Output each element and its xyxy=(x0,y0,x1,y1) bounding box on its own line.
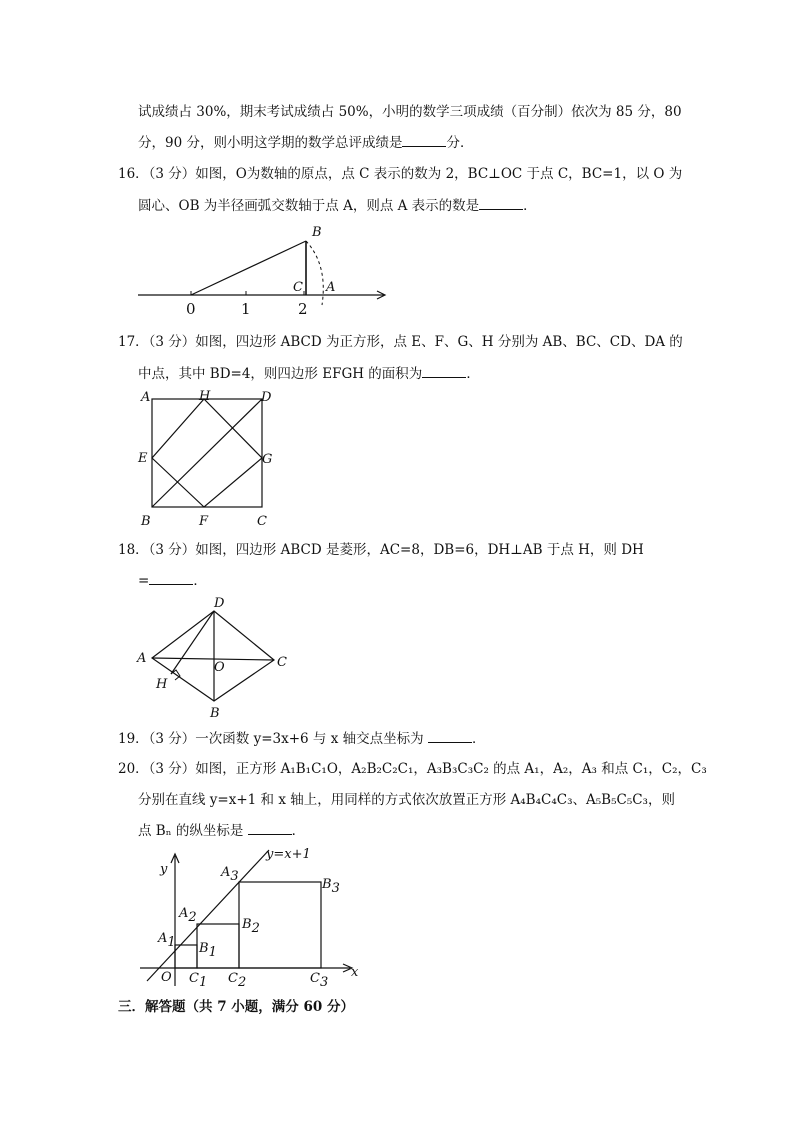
q15-line2 xyxy=(138,132,473,153)
tick-label-2: 2 xyxy=(298,300,308,318)
label-A: A xyxy=(141,390,151,405)
label-B1: B1 xyxy=(199,941,217,960)
q19-text: 19．（3 分）一次函数 y=3x+6 与 x 轴交点坐标为 xyxy=(118,731,424,747)
label-D: D xyxy=(261,390,272,405)
q17-line1: 17．（3 分）如图，四边形 ABCD 为正方形，点 E、F、G、H 分别为 AB、BC、CD、DA 的 xyxy=(118,334,683,350)
q19-text-after: ． xyxy=(471,731,486,747)
label-B: B xyxy=(210,706,220,721)
q17-line2 xyxy=(138,363,480,384)
q17-text: 中点，其中 BD=4，则四边形 EFGH 的面积为 xyxy=(138,366,423,382)
q18-text: = xyxy=(138,573,150,589)
square-1 xyxy=(175,945,197,968)
label-D: D xyxy=(214,596,225,611)
label-F: F xyxy=(199,514,209,529)
label-A: A xyxy=(326,280,336,295)
q15-text: 分，90 分，则小明这学期的数学总评成绩是 xyxy=(138,135,403,151)
answer-blank xyxy=(149,570,193,585)
answer-blank xyxy=(422,363,466,378)
diagonal-BD xyxy=(152,399,262,507)
q17-square-figure xyxy=(136,388,286,530)
segment-DH xyxy=(171,611,214,674)
label-E: E xyxy=(138,451,148,466)
label-B2: B2 xyxy=(242,917,260,936)
q18-line1: 18．（3 分）如图，四边形 ABCD 是菱形，AC=8，DB=6，DH⊥AB 于点 H，则 DH xyxy=(118,542,644,558)
q16-line1: 16．（3 分）如图，O为数轴的原点，点 C 表示的数为 2，BC⊥OC 于点 C，BC=1，以 O 为 xyxy=(118,166,683,182)
q20-line3 xyxy=(138,820,305,841)
tick-label-1: 1 xyxy=(241,300,251,318)
answer-blank xyxy=(479,195,523,210)
q16-number-line-figure xyxy=(136,225,396,320)
answer-blank xyxy=(428,728,472,743)
q16-line2 xyxy=(138,195,537,216)
label-C1: C1 xyxy=(189,971,208,990)
y-label: y xyxy=(160,862,168,877)
tick-label-0: 0 xyxy=(186,300,196,318)
q20-text-after: ． xyxy=(291,823,306,839)
q20-line1: 20．（3 分）如图，正方形 A₁B₁C₁O，A₂B₂C₂C₁，A₃B₃C₃C₂ 的点 A₁，A₂，A₃ 和点 C₁，C₂，C₃ xyxy=(118,761,707,777)
diagonal-AC xyxy=(152,658,274,660)
label-C: C xyxy=(277,655,287,670)
label-G: G xyxy=(262,452,273,467)
label-C: C xyxy=(293,280,303,295)
q17-text-after: ． xyxy=(466,366,480,382)
label-A: A xyxy=(137,651,147,666)
q15-line1: 试成绩占 30%，期末考试成绩占 50%，小明的数学三项成绩（百分制）依次为 85 分，80 xyxy=(138,104,682,120)
label-B: B xyxy=(141,514,151,529)
label-H: H xyxy=(156,677,168,692)
q20-text: 点 Bₙ 的纵坐标是 xyxy=(138,823,244,839)
label-C: C xyxy=(257,514,267,529)
label-B3: B3 xyxy=(322,877,340,896)
q19-line xyxy=(118,728,485,749)
answer-blank xyxy=(402,132,446,147)
rhombus-ABCD xyxy=(152,611,274,701)
q20-line2: 分别在直线 y=x+1 和 x 轴上，用同样的方式依次放置正方形 A₄B₄C₄C₃、A₅B₅C₅C₃，则 xyxy=(138,792,675,808)
label-A1: A1 xyxy=(158,931,176,950)
x-label: x xyxy=(351,965,359,980)
label-B: B xyxy=(312,225,322,240)
label-C3: C3 xyxy=(310,971,329,990)
q18-rhombus-figure xyxy=(136,595,296,725)
q16-text: 圆心、OB 为半径画弧交数轴于点 A，则点 A 表示的数是 xyxy=(138,198,480,214)
q18-text-after: ． xyxy=(193,573,207,589)
segment-OB xyxy=(191,241,306,295)
label-C2: C2 xyxy=(228,971,247,990)
q18-line2 xyxy=(138,570,207,591)
origin-label: O xyxy=(161,970,172,985)
label-H: H xyxy=(199,389,211,404)
q16-text-after: ． xyxy=(523,198,537,214)
q15-text-after: 分． xyxy=(446,135,474,151)
label-A2: A2 xyxy=(179,906,197,925)
section-3-heading: 三．解答题（共 7 小题，满分 60 分） xyxy=(118,999,354,1015)
q20-coordinate-figure xyxy=(138,846,368,991)
label-A3: A3 xyxy=(221,865,239,884)
line-label: y=x+1 xyxy=(266,847,311,862)
label-O: O xyxy=(214,660,225,675)
answer-blank xyxy=(248,820,292,835)
